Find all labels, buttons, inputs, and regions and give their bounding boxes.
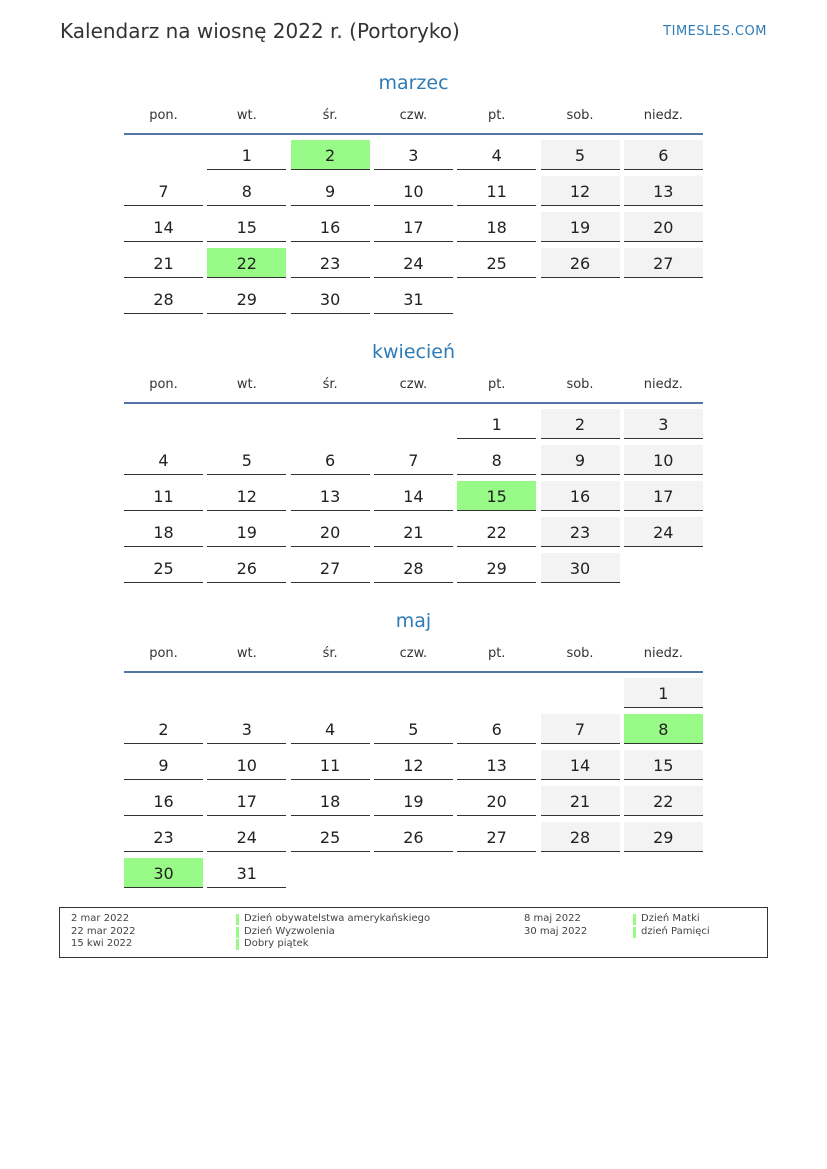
holiday-marker xyxy=(633,927,636,938)
day-cell: 3 xyxy=(207,714,286,744)
day-cell: 18 xyxy=(457,212,536,242)
day-cell: 11 xyxy=(291,750,370,780)
day-cell: 18 xyxy=(124,517,203,547)
day-cell: 8 xyxy=(457,445,536,475)
holiday-marker xyxy=(236,914,239,925)
legend-date: 30 maj 2022 xyxy=(524,925,588,937)
holiday-marker xyxy=(633,914,636,925)
day-cell: 10 xyxy=(207,750,286,780)
day-cell: 1 xyxy=(624,678,703,708)
legend-holiday-name: Dzień obywatelstwa amerykańskiego xyxy=(244,913,431,924)
weekday-label: niedz. xyxy=(643,377,683,392)
day-cell: 7 xyxy=(541,714,620,744)
day-cell: 1 xyxy=(207,140,286,170)
header-divider xyxy=(124,402,703,404)
holiday-legend xyxy=(59,907,768,958)
weekday-label: pt. xyxy=(487,646,506,661)
day-cell: 14 xyxy=(124,212,203,242)
day-cell: 2 xyxy=(124,714,203,744)
day-cell: 21 xyxy=(374,517,453,547)
legend-date: 8 maj 2022 xyxy=(524,913,581,924)
day-cell: 25 xyxy=(291,822,370,852)
weekday-label: śr. xyxy=(322,108,338,123)
day-cell: 6 xyxy=(457,714,536,744)
day-cell: 16 xyxy=(291,212,370,242)
weekday-header xyxy=(124,108,703,124)
day-cell: 5 xyxy=(541,140,620,170)
day-cell: 20 xyxy=(457,786,536,816)
day-cell: 5 xyxy=(374,714,453,744)
day-cell: 3 xyxy=(624,409,703,439)
weekday-label: czw. xyxy=(399,108,428,123)
brand-link[interactable]: TIMESLES.COM xyxy=(663,24,767,39)
day-cell: 15 xyxy=(207,212,286,242)
day-cell: 11 xyxy=(124,481,203,511)
legend-date: 2 mar 2022 xyxy=(71,913,130,924)
day-cell: 17 xyxy=(207,786,286,816)
day-cell: 12 xyxy=(374,750,453,780)
day-cell: 5 xyxy=(207,445,286,475)
legend-holiday-name: Dzień Matki xyxy=(641,913,700,924)
day-cell: 27 xyxy=(291,553,370,583)
day-cell: 20 xyxy=(291,517,370,547)
holiday-day-cell: 22 xyxy=(207,248,286,278)
day-cell: 4 xyxy=(291,714,370,744)
day-cell: 14 xyxy=(374,481,453,511)
day-cell: 19 xyxy=(374,786,453,816)
day-cell: 26 xyxy=(374,822,453,852)
day-cell: 28 xyxy=(124,284,203,314)
header-divider xyxy=(124,133,703,135)
day-cell: 17 xyxy=(624,481,703,511)
day-cell: 17 xyxy=(374,212,453,242)
day-cell: 4 xyxy=(457,140,536,170)
weekday-label: sob. xyxy=(566,646,594,661)
day-cell: 26 xyxy=(207,553,286,583)
day-cell: 16 xyxy=(124,786,203,816)
day-cell: 12 xyxy=(207,481,286,511)
day-cell: 31 xyxy=(207,858,286,888)
weekday-label: śr. xyxy=(322,377,338,392)
month-name: maj xyxy=(395,610,432,632)
holiday-marker xyxy=(236,927,239,938)
day-cell: 22 xyxy=(457,517,536,547)
day-cell: 4 xyxy=(124,445,203,475)
day-cell: 26 xyxy=(541,248,620,278)
legend-date: 22 mar 2022 xyxy=(71,925,136,937)
month-name: kwiecień xyxy=(372,341,455,363)
day-cell: 22 xyxy=(624,786,703,816)
legend-holiday-name: Dzień Wyzwolenia xyxy=(244,925,335,937)
day-cell: 16 xyxy=(541,481,620,511)
day-cell: 9 xyxy=(291,176,370,206)
weekday-label: sob. xyxy=(566,377,594,392)
weekday-header xyxy=(124,646,703,662)
weekday-label: pt. xyxy=(487,377,506,392)
day-cell: 23 xyxy=(124,822,203,852)
day-cell: 25 xyxy=(457,248,536,278)
day-cell: 21 xyxy=(541,786,620,816)
weekday-label: czw. xyxy=(399,646,428,661)
day-cell: 10 xyxy=(624,445,703,475)
day-cell: 23 xyxy=(291,248,370,278)
day-cell: 6 xyxy=(291,445,370,475)
legend-holiday-name: dzień Pamięci xyxy=(641,925,710,937)
day-cell: 7 xyxy=(124,176,203,206)
holiday-day-cell: 2 xyxy=(291,140,370,170)
legend-holiday-name: Dobry piątek xyxy=(244,938,309,949)
day-cell: 9 xyxy=(124,750,203,780)
weekday-label: pon. xyxy=(149,108,178,123)
holiday-day-cell: 30 xyxy=(124,858,203,888)
day-cell: 24 xyxy=(624,517,703,547)
weekday-label: pon. xyxy=(149,646,178,661)
day-cell: 28 xyxy=(541,822,620,852)
day-cell: 3 xyxy=(374,140,453,170)
day-cell: 20 xyxy=(624,212,703,242)
holiday-day-cell: 8 xyxy=(624,714,703,744)
day-cell: 19 xyxy=(207,517,286,547)
day-cell: 2 xyxy=(541,409,620,439)
weekday-label: czw. xyxy=(399,377,428,392)
day-cell: 13 xyxy=(457,750,536,780)
day-cell: 27 xyxy=(457,822,536,852)
day-cell: 27 xyxy=(624,248,703,278)
weekday-label: pt. xyxy=(487,108,506,123)
legend-date: 15 kwi 2022 xyxy=(71,938,133,949)
weekday-label: wt. xyxy=(236,646,257,661)
day-cell: 30 xyxy=(541,553,620,583)
day-cell: 12 xyxy=(541,176,620,206)
page-title: Kalendarz na wiosnę 2022 r. (Portoryko) xyxy=(60,19,460,43)
day-cell: 15 xyxy=(624,750,703,780)
weekday-label: śr. xyxy=(322,646,338,661)
day-cell: 10 xyxy=(374,176,453,206)
day-cell: 29 xyxy=(457,553,536,583)
day-cell: 28 xyxy=(374,553,453,583)
weekday-label: pon. xyxy=(149,377,178,392)
day-cell: 18 xyxy=(291,786,370,816)
day-cell: 14 xyxy=(541,750,620,780)
day-cell: 31 xyxy=(374,284,453,314)
weekday-header xyxy=(124,377,703,393)
day-cell: 24 xyxy=(207,822,286,852)
weekday-label: sob. xyxy=(566,108,594,123)
day-cell: 24 xyxy=(374,248,453,278)
day-cell: 1 xyxy=(457,409,536,439)
day-cell: 13 xyxy=(624,176,703,206)
holiday-day-cell: 15 xyxy=(457,481,536,511)
day-cell: 21 xyxy=(124,248,203,278)
day-cell: 13 xyxy=(291,481,370,511)
weekday-label: niedz. xyxy=(643,646,683,661)
day-cell: 6 xyxy=(624,140,703,170)
day-cell: 30 xyxy=(291,284,370,314)
weekday-label: niedz. xyxy=(643,108,683,123)
weekday-label: wt. xyxy=(236,108,257,123)
day-cell: 29 xyxy=(207,284,286,314)
holiday-marker xyxy=(236,939,239,950)
day-cell: 8 xyxy=(207,176,286,206)
day-cell: 29 xyxy=(624,822,703,852)
day-cell: 25 xyxy=(124,553,203,583)
day-cell: 11 xyxy=(457,176,536,206)
month-name: marzec xyxy=(378,72,449,94)
day-cell: 9 xyxy=(541,445,620,475)
weekday-label: wt. xyxy=(236,377,257,392)
day-cell: 23 xyxy=(541,517,620,547)
header-divider xyxy=(124,671,703,673)
day-cell: 7 xyxy=(374,445,453,475)
day-cell: 19 xyxy=(541,212,620,242)
